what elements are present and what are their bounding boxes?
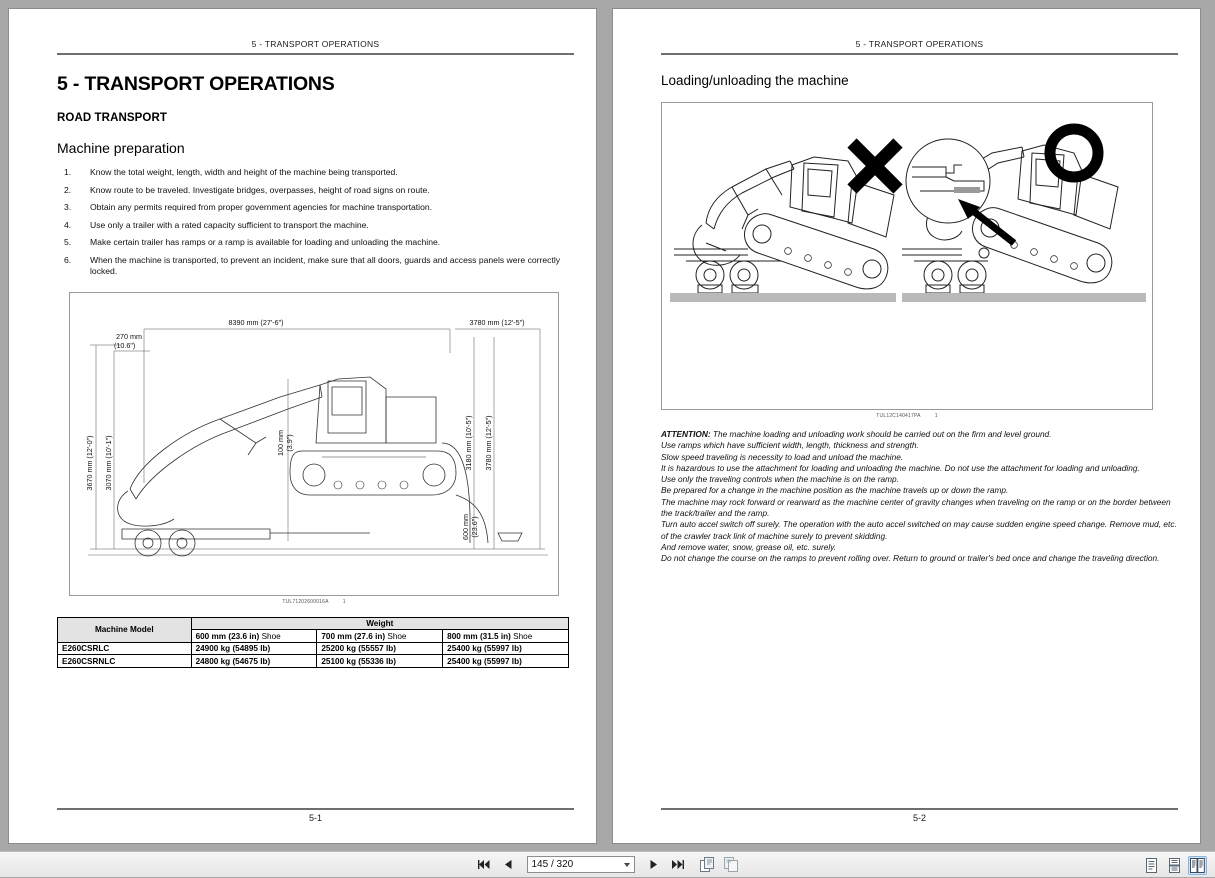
document-page-right	[612, 8, 1201, 844]
dim-rear-overhang: 3780 mm (12'-5")	[469, 317, 525, 327]
col-header-shoe-800: 800 mm (31.5 in) Shoe	[443, 630, 569, 643]
attention-line: Turn auto accel switch off surely. The operation with the auto accel switched on may cause sudden engine speed change. Remove mud, etc. of the crawler track link of machine surely to prevent skidding.	[661, 519, 1177, 541]
step-number: 3.	[64, 202, 72, 213]
attention-line: Slow speed traveling is necessity to load and unload the machine.	[661, 451, 904, 462]
page-folio: 5-2	[912, 813, 926, 823]
footer-rule	[57, 808, 574, 810]
step-text: Know route to be traveled. Investigate bridges, overpasses, height of road signs on route.	[90, 184, 430, 195]
dim-overall-length: 8390 mm (27'-6")	[228, 317, 284, 327]
dim-clearance-b: (3.9")	[285, 434, 294, 452]
cell-weight-700: 25100 kg (55336 lb)	[317, 655, 443, 668]
dim-width-overall: 3780 mm (12'-5")	[484, 415, 493, 471]
chapter-title: 5 - TRANSPORT OPERATIONS	[57, 73, 335, 95]
footer-rule	[661, 808, 1178, 810]
procedure-step	[57, 255, 574, 278]
page-indicator-value: 145 / 320	[531, 859, 574, 870]
step-text: Know the total weight, length, width and height of the machine being transported.	[90, 167, 398, 177]
fit-page-button[interactable]	[699, 856, 716, 874]
procedure-step	[57, 220, 574, 231]
attention-note	[661, 429, 1178, 564]
page-title: Loading/unloading the machine	[661, 73, 849, 88]
cell-model: E260CSRLC	[58, 642, 192, 655]
cell-weight-600: 24800 kg (54675 lb)	[191, 655, 317, 668]
dim-boom-offset-b: (10.6")	[114, 340, 136, 350]
figure-caption-right	[661, 413, 1153, 419]
table-row	[58, 655, 569, 668]
attention-line: The machine may rock forward or rearward as the machine center of gravity changes when traveling on the ramp or on the border between the track/trailer and the ramp.	[661, 496, 1171, 518]
document-page-left	[8, 8, 597, 844]
step-number: 2.	[64, 184, 72, 195]
step-text: Make certain trailer has ramps or a ramp is available for loading and unloading the machine.	[90, 237, 441, 248]
cell-weight-700: 25200 kg (55557 lb)	[317, 642, 443, 655]
step-number: 6.	[64, 255, 72, 266]
attention-line: Be prepared for a change in the machine position as the machine travels up or down the ramp.	[661, 485, 1009, 496]
attention-line: And remove water, snow, grease oil, etc. surely.	[661, 541, 837, 552]
last-page-button[interactable]	[669, 856, 686, 874]
attention-line: Use ramps which have sufficient width, length, thickness and strength.	[661, 440, 919, 451]
page-footer-right	[661, 804, 1178, 823]
dim-shoe-a: 600 mm	[461, 513, 470, 540]
wrong-mark-icon	[852, 143, 898, 189]
figure-caption-code: TUL71202600016A	[282, 598, 329, 605]
step-number: 4.	[64, 219, 72, 230]
col-header-shoe-700: 700 mm (27.6 in) Shoe	[317, 630, 443, 643]
figure-caption-left	[69, 599, 559, 605]
first-page-button[interactable]	[476, 856, 493, 874]
attention-label: ATTENTION:	[661, 429, 711, 439]
running-head: 5 - TRANSPORT OPERATIONS	[251, 39, 380, 49]
view-continuous-button[interactable]	[1165, 856, 1184, 875]
header-rule	[661, 53, 1178, 55]
figure-caption-number: 1	[342, 598, 346, 605]
dim-shoe-b: (23.6")	[470, 516, 479, 538]
chevron-down-icon[interactable]	[624, 863, 630, 867]
attention-line: Do not change the course on the ramps to prevent rolling over. Return to ground or trailer's bed once and change the traveling direction.	[661, 553, 1160, 564]
dim-tail-swing: 3180 mm (10'-5")	[464, 415, 473, 471]
machine-dimensions-figure	[69, 292, 559, 596]
table-row	[58, 642, 569, 655]
fit-width-button[interactable]	[723, 856, 740, 874]
page-footer-left	[57, 804, 574, 823]
procedure-step	[57, 202, 574, 213]
cell-model: E260CSRNLC	[58, 655, 192, 668]
step-number: 5.	[64, 237, 72, 248]
next-page-button[interactable]	[645, 856, 662, 874]
figure-caption-code: TUL12C140417PA	[876, 413, 921, 419]
table-header-row	[58, 617, 569, 630]
header-rule	[57, 53, 574, 55]
procedure-step-list	[57, 167, 574, 278]
page-number-input[interactable]	[527, 856, 635, 873]
attention-line: It is hazardous to use the attachment for loading and unloading the machine. Do not use the attachment for loading and unloading.	[661, 462, 1140, 473]
page-folio: 5-1	[308, 813, 322, 823]
view-single-page-button[interactable]	[1142, 856, 1161, 875]
procedure-step	[57, 237, 574, 248]
dim-height-cab: 3070 mm (10'-1")	[104, 435, 113, 491]
step-text: When the machine is transported, to prevent an incident, make sure that all doors, guards and access panels were correctly locked.	[90, 255, 561, 277]
view-mode-group	[1142, 852, 1207, 878]
attention-line: ATTENTION: The machine loading and unloading work should be carried out on the firm and level ground.	[661, 429, 1052, 439]
procedure-step	[57, 167, 574, 178]
machine-weight-table	[57, 617, 569, 668]
dim-boom-offset-a: 270 mm	[116, 331, 142, 341]
dim-overall-height: 3670 mm (12'-0")	[85, 435, 94, 491]
col-header-model: Machine Model	[58, 617, 192, 642]
col-header-weight: Weight	[191, 617, 568, 630]
step-number: 1.	[64, 167, 72, 177]
cell-weight-800: 25400 kg (55997 lb)	[443, 642, 569, 655]
view-facing-pages-button[interactable]	[1188, 856, 1207, 875]
dim-clearance-a: 100 mm	[276, 429, 285, 456]
previous-page-button[interactable]	[500, 856, 517, 874]
figure-caption-number: 1	[934, 413, 938, 419]
section-title: ROAD TRANSPORT	[57, 112, 168, 124]
cell-weight-800: 25400 kg (55997 lb)	[443, 655, 569, 668]
attention-line: Use only the traveling controls when the machine is on the ramp.	[661, 474, 899, 485]
col-header-shoe-600: 600 mm (23.6 in) Shoe	[191, 630, 317, 643]
subsection-title: Machine preparation	[57, 140, 185, 156]
loading-unloading-figure	[661, 102, 1153, 410]
running-head: 5 - TRANSPORT OPERATIONS	[855, 39, 984, 49]
step-text: Use only a trailer with a rated capacity sufficient to transport the machine.	[90, 219, 369, 230]
procedure-step	[57, 185, 574, 196]
cell-weight-600: 24900 kg (54895 lb)	[191, 642, 317, 655]
step-text: Obtain any permits required from proper government agencies for machine transportation.	[90, 202, 433, 213]
viewer-toolbar	[0, 851, 1215, 877]
